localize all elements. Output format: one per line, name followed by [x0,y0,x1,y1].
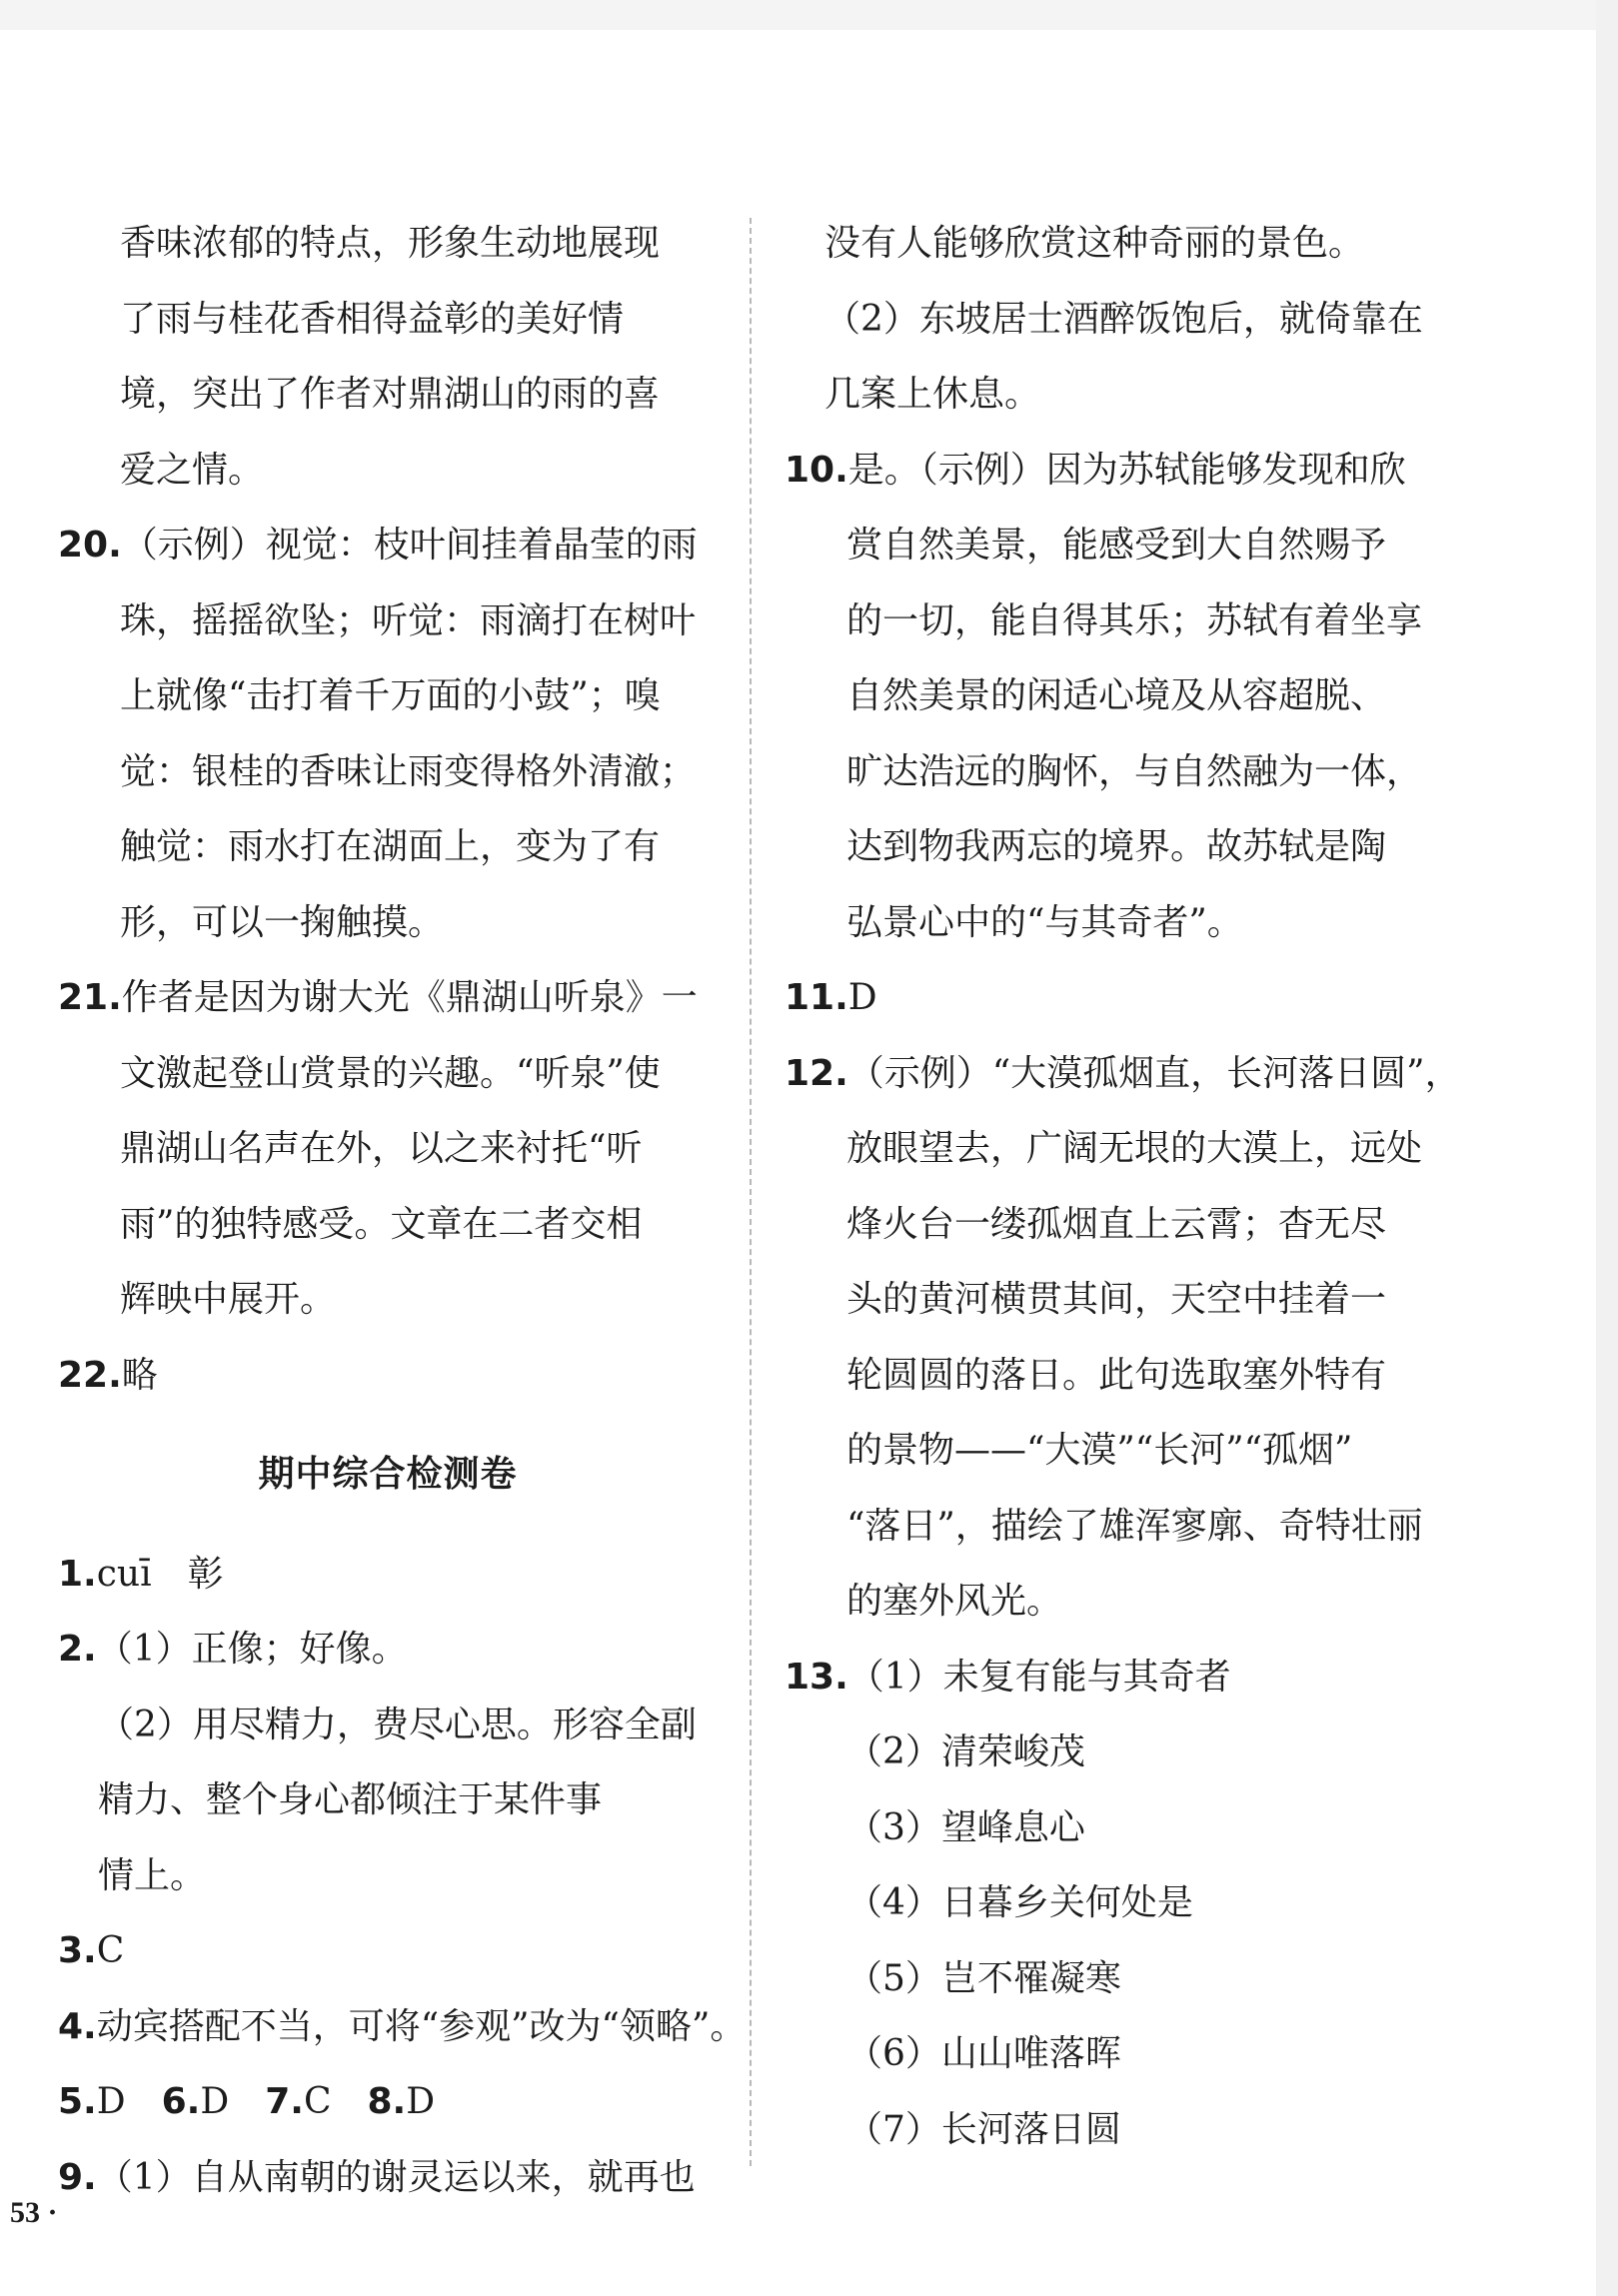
text-line: 文激起登山赏景的兴趣。“听泉”使 [120,1052,661,1094]
page-top-shade [0,0,1618,30]
answer-number: 5. [58,2081,97,2122]
answer-number: 20. [58,525,122,566]
answer-2: 2.（1）正像；好像。 [58,1629,408,1670]
text-line: 没有人能够欣赏这种奇丽的景色。 [824,223,1365,264]
text-line: （7）长河落日圆 [846,2108,1121,2150]
column-divider [750,218,752,2166]
answer-22: 22.略 [58,1354,158,1396]
text-line: 了雨与桂花香相得益彰的美好情 [120,298,625,340]
answer-10: 10.是。（示例）因为苏轼能够发现和欣 [785,449,1406,491]
page-number: 53 · [10,2196,58,2229]
answer-1: 1.cuī 彰 [58,1553,224,1595]
answer-number: 22. [58,1354,122,1396]
answer-number: 8. [367,2081,407,2122]
answer-number: 4. [58,2005,97,2047]
answer-number: 2. [58,1629,97,1670]
text-line: 情上。 [98,1854,207,1896]
text-line: 赏自然美景，能感受到大自然赐予 [846,525,1387,566]
text-line: （3）望峰息心 [846,1806,1085,1848]
answer-number: 7. [265,2081,304,2122]
text-line: 形，可以一掬触摸。 [120,901,445,943]
answer-number: 1. [58,1553,97,1595]
text-line: 珠，摇摇欲坠；听觉：雨滴打在树叶 [120,599,697,641]
text-line: 头的黄河横贯其间，天空中挂着一 [846,1279,1387,1320]
text-line: （5）岂不罹凝寒 [846,1957,1121,1999]
text-line: 放眼望去，广阔无垠的大漠上，远处 [846,1128,1423,1169]
text-line: 辉映中展开。 [120,1279,337,1320]
answer-number: 9. [58,2156,97,2198]
answer-12: 12.（示例）“大漠孤烟直，长河落日圆”， [785,1052,1461,1094]
answer-number: 3. [58,1930,97,1971]
text-line: 旷达浩远的胸怀，与自然融为一体， [846,750,1423,792]
text-line: “落日”，描绘了雄浑寥廓、奇特壮丽 [846,1505,1423,1547]
answer-number: 10. [785,449,848,491]
text-line: 的景物——“大漠”“长河”“孤烟” [846,1430,1353,1471]
text-line: 烽火台一缕孤烟直上云霄；杳无尽 [846,1203,1387,1245]
text-line: 境，突出了作者对鼎湖山的雨的喜 [120,374,661,415]
text-line: 爱之情。 [120,449,265,491]
answer-9: 9.（1）自从南朝的谢灵运以来，就再也 [58,2156,696,2198]
text-line: 鼎湖山名声在外，以之来衬托“听 [120,1128,643,1169]
text-line: 的塞外风光。 [846,1581,1063,1622]
text-line: 的一切，能自得其乐；苏轼有着坐享 [846,599,1423,641]
text-line: （4）日暮乡关何处是 [846,1882,1193,1923]
text-line: 雨”的独特感受。文章在二者交相 [120,1203,643,1245]
text-line: 达到物我两忘的境界。故苏轼是陶 [846,826,1387,867]
answer-13: 13.（1）未复有能与其奇者 [785,1656,1231,1698]
text-line: 轮圆圆的落日。此句选取塞外特有 [846,1354,1387,1396]
answer-20: 20.（示例）视觉：枝叶间挂着晶莹的雨 [58,525,698,566]
answer-4: 4.动宾搭配不当，可将“参观”改为“领略”。 [58,2005,747,2047]
right-column [785,206,1461,2167]
left-column [58,206,747,2215]
page-edge-shade [1596,0,1618,2296]
text-line: （2）清荣峻茂 [846,1731,1085,1772]
answer-11: 11.D [785,977,877,1018]
text-line: 自然美景的闲适心境及从容超脱、 [846,675,1387,716]
answers-5-8: 5.D 6.D 7.C 8.D [58,2081,436,2122]
answer-number: 13. [785,1656,848,1698]
answer-number: 6. [161,2081,201,2122]
answer-3: 3.C [58,1930,125,1971]
text-line: 精力、整个身心都倾注于某件事 [98,1779,603,1820]
section-title: 期中综合检测卷 [258,1453,518,1495]
answer-number: 11. [785,977,848,1018]
answer-number: 21. [58,977,122,1018]
text-line: 上就像“击打着千万面的小鼓”；嗅 [120,675,661,716]
text-line: 觉：银桂的香味让雨变得格外清澈； [120,750,697,792]
text-line: （6）山山唯落晖 [846,2033,1121,2074]
text-line: （2）用尽精力，费尽心思。形容全副 [98,1704,697,1745]
answer-21: 21.作者是因为谢大光《鼎湖山听泉》一 [58,977,698,1018]
text-line: （2）东坡居士酒醉饭饱后，就倚靠在 [824,298,1423,340]
text-line: 弘景心中的“与其奇者”。 [846,901,1243,943]
text-line: 触觉：雨水打在湖面上，变为了有 [120,826,661,867]
text-line: 几案上休息。 [824,374,1041,415]
answer-number: 12. [785,1052,848,1094]
text-line: 香味浓郁的特点，形象生动地展现 [120,223,661,264]
